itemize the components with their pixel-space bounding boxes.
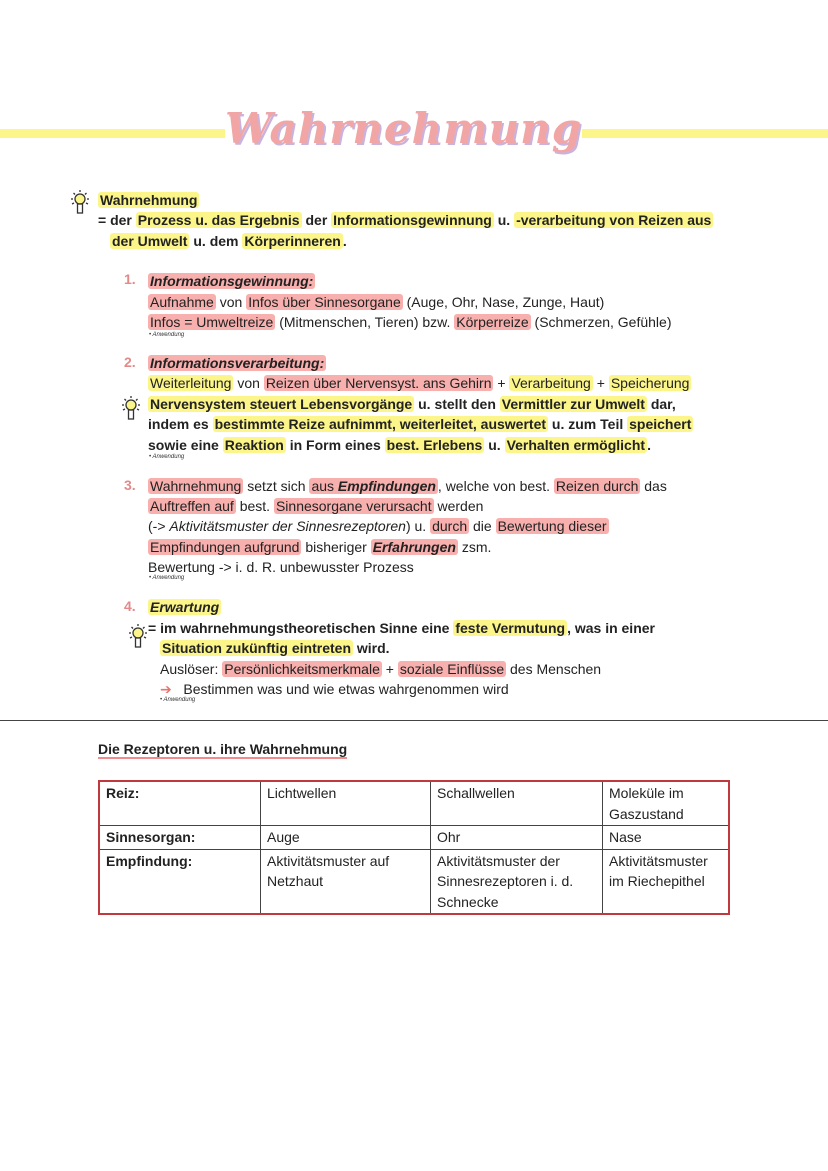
item-number-4: 4. <box>124 598 136 614</box>
item1-note: • Anwendung <box>149 332 185 338</box>
table-cell: Lichtwellen <box>261 781 431 826</box>
item2-line-3: indem es bestimmte Reize aufnimmt, weiterleitet, auswertet u. zum Teil speichert <box>148 416 692 432</box>
intro-definition-line-1: = der Prozess u. das Ergebnis der Informationsgewinnung u. -verarbeitung von Reizen aus <box>98 212 712 228</box>
item-number-1: 1. <box>124 271 136 287</box>
table-title: Die Rezeptoren u. ihre Wahrnehmung <box>98 741 348 757</box>
item3-line-4: Empfindungen aufgrund bisheriger Erfahrungen zsm. <box>150 539 492 555</box>
table-row <box>99 849 729 914</box>
item2-line-1: Weiterleitung von Reizen über Nervensyst. ans Gehirn + Verarbeitung + Speicherung <box>150 375 690 391</box>
lightbulb-icon <box>66 189 94 217</box>
lightbulb-icon <box>117 395 145 423</box>
table-cell: Reiz: <box>99 781 261 826</box>
item1-title: Informationsgewinnung: <box>150 273 314 289</box>
table-cell: Sinnesorgan: <box>99 826 261 850</box>
table-cell: Schallwellen <box>431 781 603 826</box>
item3-note: • Anwendung <box>149 575 185 581</box>
table-row <box>99 826 729 850</box>
item-number-2: 2. <box>124 354 136 370</box>
section-divider <box>0 720 828 721</box>
item3-line-5: Bewertung -> i. d. R. unbewusster Prozess <box>148 559 414 575</box>
intro-heading: Wahrnehmung <box>100 192 198 208</box>
table-row <box>99 781 729 826</box>
arrow-right-icon: ➔ <box>160 681 172 697</box>
table-cell: Auge <box>261 826 431 850</box>
intro-definition-line-2: der Umwelt u. dem Körperinneren . <box>112 233 347 249</box>
item4-line-1: = im wahrnehmungstheoretischen Sinne eine feste Vermutung , was in einer <box>148 620 655 636</box>
item3-line-3: (-> Aktivitätsmuster der Sinnesrezeptoren) u. durch die Bewertung dieser <box>148 518 607 534</box>
table-cell: Empfindung: <box>99 849 261 914</box>
item3-line-2: Auftreffen auf best. Sinnesorgane verursacht werden <box>150 498 484 514</box>
item-number-3: 3. <box>124 477 136 493</box>
item4-title: Erwartung <box>150 599 220 615</box>
table-cell: Aktivitätsmuster im Riechepithel <box>603 849 730 914</box>
item4-line-3: Auslöser: Persönlichkeitsmerkmale + soziale Einflüsse des Menschen <box>160 661 602 677</box>
table-cell: Ohr <box>431 826 603 850</box>
title-highlight-band-left <box>0 129 225 138</box>
item4-note: • Anwendung <box>160 697 196 703</box>
page-title: Wahrnehmung <box>225 104 583 153</box>
item1-line-2: Infos = Umweltreize (Mitmenschen, Tieren) bzw. Körperreize (Schmerzen, Gefühle) <box>150 314 672 330</box>
item2-line-2: Nervensystem steuert Lebensvorgänge u. stellt den Vermittler zur Umwelt dar, <box>150 396 676 412</box>
title-highlight-band-right <box>582 129 828 138</box>
item2-line-4: sowie eine Reaktion in Form eines best. Erlebens u. Verhalten ermöglicht . <box>148 437 651 453</box>
item2-note: • Anwendung <box>149 454 185 460</box>
receptor-table <box>98 780 730 915</box>
item1-line-1: Aufnahme von Infos über Sinnesorgane (Auge, Ohr, Nase, Zunge, Haut) <box>150 294 605 310</box>
table-cell: Nase <box>603 826 730 850</box>
table-cell: Aktivitätsmuster auf Netzhaut <box>261 849 431 914</box>
item4-line-4: ➔ Bestimmen was und wie etwas wahrgenommen wird <box>160 681 509 697</box>
table-cell: Aktivitätsmuster der Sinnesrezeptoren i. d. Schnecke <box>431 849 603 914</box>
item4-line-2: Situation zukünftig eintreten wird. <box>162 640 390 656</box>
item2-title: Informationsverarbeitung: <box>150 355 325 371</box>
item3-line-1: Wahrnehmung setzt sich aus Empfindungen , welche von best. Reizen durch das <box>150 478 667 494</box>
table-cell: Moleküle im Gaszustand <box>603 781 730 826</box>
